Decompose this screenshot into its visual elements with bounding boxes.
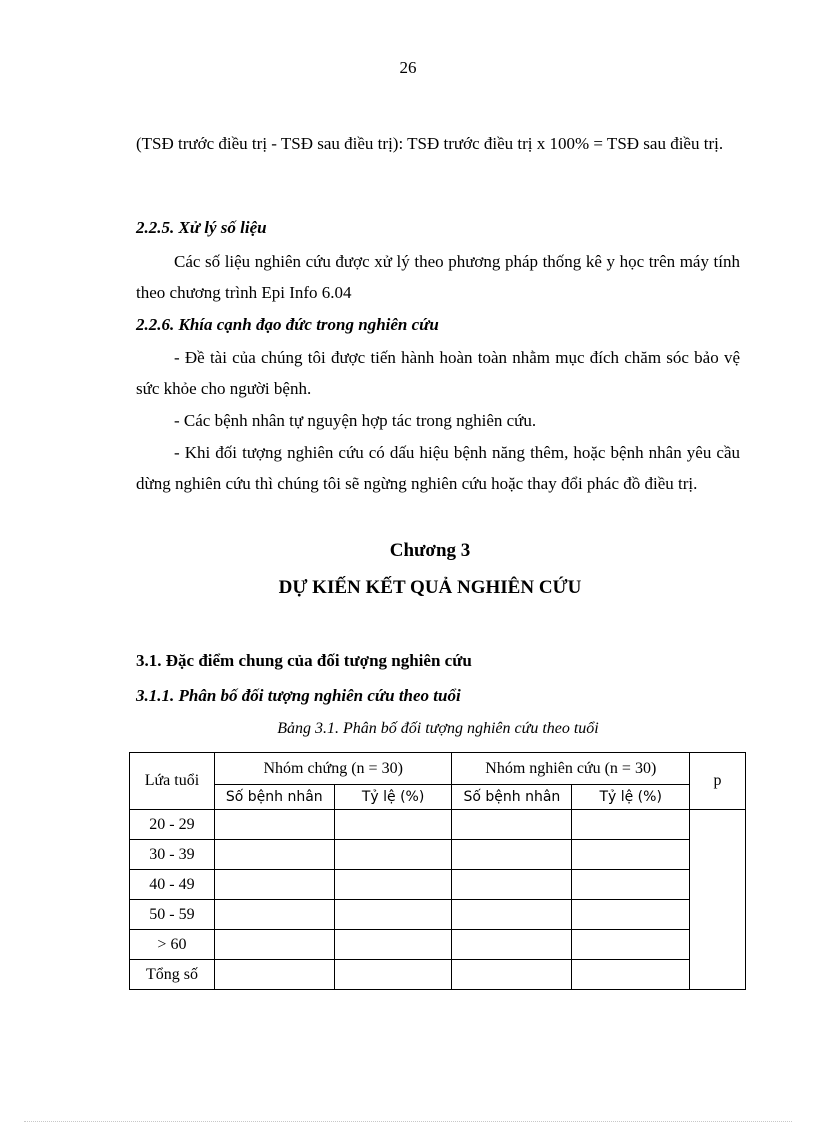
chapter-title: DỰ KIẾN KẾT QUẢ NGHIÊN CỨU <box>278 577 582 598</box>
control-count-header: Số bệnh nhân <box>214 785 334 810</box>
empty-cell <box>214 810 334 840</box>
empty-cell <box>214 870 334 900</box>
ethics-bullet-3: - Khi đối tượng nghiên cứu có dấu hiệu bệnh năng thêm, hoặc bệnh nhân yêu cầu dừng nghiên cứu thì chúng tôi sẽ ngừng nghiên cứu hoặc thay đổi phác đồ điều trị. <box>136 443 740 493</box>
empty-cell <box>572 810 690 840</box>
empty-cell <box>572 900 690 930</box>
empty-cell <box>452 810 572 840</box>
section-2-2-6-title: 2.2.6. Khía cạnh đạo đức trong nghiên cứu <box>136 315 439 334</box>
empty-cell <box>572 870 690 900</box>
ethics-bullet-2: - Các bệnh nhân tự nguyện hợp tác trong nghiên cứu. <box>174 411 537 430</box>
study-group-header: Nhóm nghiên cứu (n = 30) <box>452 753 690 785</box>
p-value-cell <box>690 810 746 990</box>
age-distribution-table <box>129 752 746 990</box>
empty-cell <box>334 900 452 930</box>
age-cell: 50 - 59 <box>130 900 215 930</box>
study-rate-header: Tỷ lệ (%) <box>572 785 690 810</box>
empty-cell <box>572 960 690 990</box>
empty-cell <box>452 960 572 990</box>
empty-cell <box>334 930 452 960</box>
empty-cell <box>452 840 572 870</box>
chapter-label: Chương 3 <box>389 540 471 561</box>
table-row <box>130 930 746 960</box>
table-row <box>130 840 746 870</box>
empty-cell <box>334 870 452 900</box>
formula-paragraph: (TSĐ trước điều trị - TSĐ sau điều trị): TSĐ trước điều trị x 100% = TSĐ sau điều trị. <box>136 134 724 153</box>
section-2-2-5-text: Các số liệu nghiên cứu được xử lý theo phương pháp thống kê y học trên máy tính theo chương trình Epi Info 6.04 <box>136 252 740 302</box>
age-cell: 40 - 49 <box>130 870 215 900</box>
table-caption: Bảng 3.1. Phân bố đối tượng nghiên cứu theo tuổi <box>277 720 599 737</box>
empty-cell <box>214 930 334 960</box>
empty-cell <box>214 960 334 990</box>
table-row <box>130 870 746 900</box>
section-3-1-title: 3.1. Đặc điểm chung của đối tượng nghiên cứu <box>136 651 472 670</box>
age-cell: 20 - 29 <box>130 810 215 840</box>
empty-cell <box>334 960 452 990</box>
table-row <box>130 960 746 990</box>
age-header: Lứa tuổi <box>130 753 215 810</box>
age-cell: > 60 <box>130 930 215 960</box>
table-row <box>130 810 746 840</box>
page-bottom-rule <box>24 1121 792 1122</box>
ethics-bullet-1: - Đề tài của chúng tôi được tiến hành hoàn toàn nhằm mục đích chăm sóc bảo vệ sức khỏe cho người bệnh. <box>136 348 740 398</box>
empty-cell <box>334 840 452 870</box>
empty-cell <box>214 840 334 870</box>
empty-cell <box>452 870 572 900</box>
section-2-2-5-title: 2.2.5. Xử lý số liệu <box>136 218 267 237</box>
empty-cell <box>452 930 572 960</box>
empty-cell <box>452 900 572 930</box>
control-group-header: Nhóm chứng (n = 30) <box>214 753 452 785</box>
total-cell: Tổng số <box>130 960 215 990</box>
empty-cell <box>334 810 452 840</box>
table-row <box>130 900 746 930</box>
control-rate-header: Tỷ lệ (%) <box>334 785 452 810</box>
empty-cell <box>572 930 690 960</box>
section-3-1-1-title: 3.1.1. Phân bố đối tượng nghiên cứu theo tuổi <box>136 686 461 705</box>
age-cell: 30 - 39 <box>130 840 215 870</box>
study-count-header: Số bệnh nhân <box>452 785 572 810</box>
empty-cell <box>572 840 690 870</box>
page-number: 26 <box>399 58 417 77</box>
empty-cell <box>214 900 334 930</box>
p-header: p <box>690 753 746 810</box>
